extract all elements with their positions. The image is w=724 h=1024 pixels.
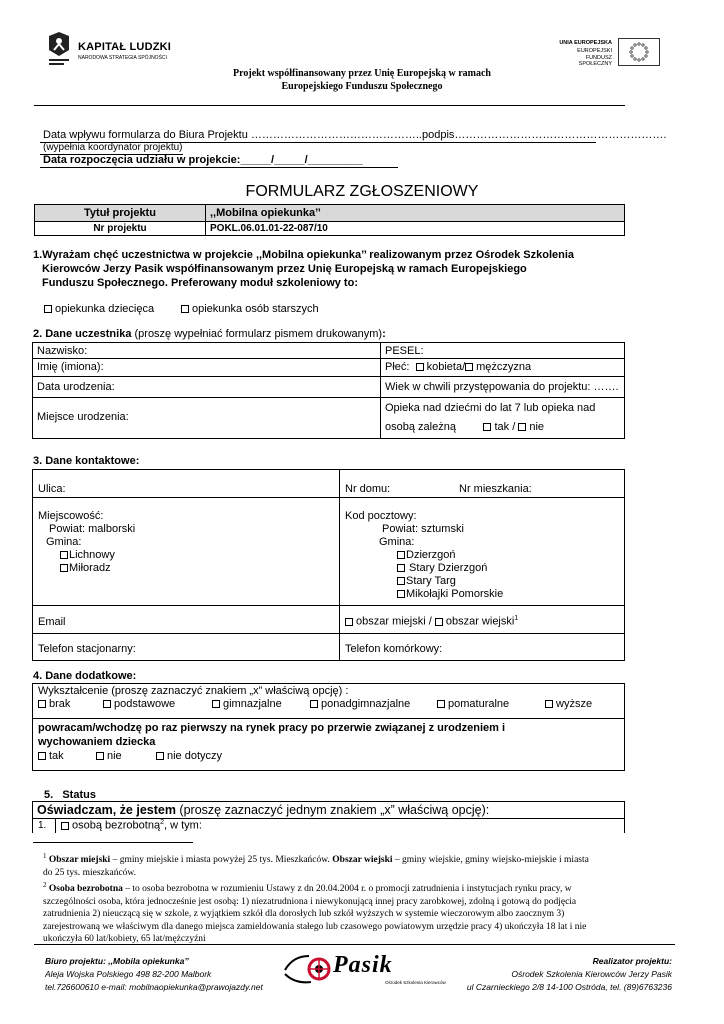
return-option-1[interactable] — [38, 750, 64, 762]
return-label-3: nie dotyczy — [167, 750, 223, 762]
unemployed-option[interactable] — [61, 819, 202, 832]
birth-date-field[interactable] — [32, 376, 381, 398]
edu-checkbox-4[interactable] — [310, 700, 318, 708]
return-checkbox-3[interactable] — [156, 752, 164, 760]
implementer-info — [452, 955, 672, 994]
edu-option-6[interactable] — [545, 698, 592, 710]
postal-code-label: Kod pocztowy: — [345, 510, 417, 522]
age-field[interactable] — [380, 376, 625, 398]
section2-heading — [33, 328, 386, 340]
rural-area-label: obszar wiejski — [445, 615, 515, 628]
return-label-2: nie — [107, 750, 122, 762]
commune-right-checkbox-3[interactable] — [397, 577, 405, 585]
eu-logo-line1: UNIA EUROPEJSKA — [559, 40, 612, 46]
project-office-label: Biuro projektu: ,,Mobila opiekunka’’ — [45, 956, 189, 966]
form-title: FORMULARZ ZGŁOSZENIOWY — [245, 183, 479, 200]
contact-row-divider-3 — [32, 633, 625, 634]
commune-left-label-1: Lichnowy — [69, 549, 115, 561]
edu-option-4[interactable] — [310, 698, 410, 710]
commune-right-option-3[interactable] — [397, 575, 456, 587]
edu-option-1[interactable] — [38, 698, 70, 710]
commune-right-label: Gmina: — [379, 536, 415, 548]
unemployed-label: osobą bezrobotną — [72, 819, 161, 832]
footnote-1 — [43, 850, 633, 946]
pasik-logo-text: Pasik — [333, 952, 393, 978]
edu-label-5: pomaturalne — [448, 698, 510, 710]
care-label-line1: Opieka nad dziećmi do lat 7 lub opieka nad — [385, 402, 596, 414]
commune-right-label-4: Mikołajki Pomorskie — [406, 588, 504, 600]
gender-male-label: mężczyzna — [476, 361, 532, 373]
footnote-1-term1: Obszar miejski — [48, 855, 111, 866]
apartment-number-label: Nr mieszkania: — [459, 483, 532, 495]
return-option-2[interactable] — [96, 750, 122, 762]
commune-left-label: Gmina: — [46, 536, 82, 548]
landline-label: Telefon stacjonarny: — [38, 643, 136, 655]
kapital-ludzki-title: KAPITAŁ LUDZKI — [78, 41, 172, 53]
footnote-1-term2: Obszar wiejski — [332, 855, 393, 866]
section1-line1: 1.Wyrażam chęć uczestnictwa w projekcie ,,Mobilna opiekunka’’ realizowanym przez Ośrodek Szkolenia — [33, 249, 575, 261]
footnote-2-marker: 2 — [43, 881, 47, 890]
status-declaration — [37, 803, 489, 817]
care-no-label: nie — [529, 421, 545, 433]
eu-flag-icon — [618, 38, 660, 66]
surname-label: Nazwisko: — [37, 345, 88, 357]
care-field[interactable] — [380, 397, 625, 439]
cofinance-line1: Projekt współfinansowany przez Unię Europejską w ramach — [233, 68, 491, 79]
implementer-label: Realizator projektu: — [592, 956, 672, 966]
commune-right-checkbox-4[interactable] — [397, 590, 405, 598]
module-elderly-checkbox[interactable] — [181, 305, 189, 313]
section2-heading-bold: 2. Dane uczestnika — [33, 328, 132, 340]
status-declaration-bold: Oświadczam, że jestem — [37, 803, 176, 817]
status-row-number: 1. — [38, 820, 47, 831]
commune-left-option-2[interactable] — [60, 562, 111, 574]
module-option-children[interactable] — [44, 303, 154, 315]
footnote-2-line2: szczególności osoba, która jednocześnie jest osobą: 1) niezatrudniona i niewykonującą innej pracy zarobkowej, zdolną i gotową do podjęcia — [43, 896, 577, 907]
return-to-work-line1: powracam/wchodzę po raz pierwszy na rynek pracy po przerwie związanej z urodzeniem i — [38, 722, 506, 734]
module-children-checkbox[interactable] — [44, 305, 52, 313]
mobile-label: Telefon komórkowy: — [345, 643, 443, 655]
care-line2 — [385, 418, 620, 437]
office-box — [40, 127, 667, 167]
status-declaration-note: (proszę zaznaczyć jednym znakiem „x” właściwą opcję): — [175, 803, 490, 817]
gender-female-checkbox[interactable] — [416, 363, 424, 371]
commune-right-option-2[interactable] — [397, 562, 487, 574]
commune-right-option-4[interactable] — [397, 588, 503, 600]
area-type-field[interactable] — [345, 615, 518, 628]
rural-area-checkbox[interactable] — [435, 618, 443, 626]
section4-heading: 4. Dane dodatkowe: — [33, 670, 137, 682]
eu-logo-line3: FUNDUSZ SPOŁECZNY — [578, 55, 612, 67]
section5-heading: 5. Status — [44, 789, 96, 801]
city-label: Miejscowość: — [38, 510, 104, 522]
pasik-logo-subtitle: Ośrodek Szkolenia Kierowców — [385, 980, 446, 985]
commune-right-checkbox-1[interactable] — [397, 551, 405, 559]
project-office-contact: tel.726600610 e-mail: mobilnaopiekunka@prawojazdy.net — [45, 982, 263, 992]
office-coordinator-note: (wypełnia koordynator projektu) — [43, 142, 183, 153]
edu-label-2: podstawowe — [114, 698, 176, 710]
edu-label-6: wyższe — [556, 698, 593, 710]
gender-female-label: kobieta/ — [426, 361, 466, 373]
footnote-1-text2: – gminy wiejskie, gminy wiejsko-miejskie i miasta — [392, 855, 589, 866]
module-option-elderly[interactable] — [181, 303, 319, 315]
footnote-1-line2: do 25 tys. mieszkańców. — [43, 867, 137, 878]
county-right-label: Powiat: sztumski — [382, 523, 464, 535]
unemployed-tail: , w tym: — [163, 819, 202, 832]
pasik-logo — [283, 950, 455, 990]
footnote-2-text: – to osoba bezrobotna w rozumieniu Ustawy z dn 20.04.2004 r. o promocji zatrudnienia i instytucjach rynku pracy, w — [122, 884, 572, 895]
project-office-info — [45, 955, 263, 994]
street-label: Ulica: — [38, 483, 66, 495]
footer-divider — [34, 944, 675, 945]
return-option-3[interactable] — [156, 750, 222, 762]
house-number-label: Nr domu: — [345, 483, 391, 495]
edu-option-2[interactable] — [103, 698, 175, 710]
footnote-2-line4: zarejestrowaną we właściwym dla danego miejsca zamieldowania stałego lub czasowego powiatowym urzędzie pracy 4) ukończyła 18 lat i nie — [43, 921, 587, 932]
section1-line2: Kierowców Jerzy Pasik współfinansowanym przez Unię Europejską w ramach Europejskiego — [42, 263, 527, 275]
unemployed-checkbox[interactable] — [61, 822, 69, 830]
project-office-address: Aleja Wojska Polskiego 498 82-200 Malbork — [45, 969, 212, 979]
unemployed-footnote-ref: 2 — [160, 819, 164, 826]
commune-left-label-2: Miłoradz — [69, 562, 111, 574]
kapital-ludzki-logo — [46, 28, 176, 72]
footnote-2-line1 — [43, 879, 633, 896]
birth-place-label: Miejsce urodzenia: — [37, 411, 129, 423]
gender-male-checkbox[interactable] — [465, 363, 473, 371]
education-label: Wykształcenie (proszę zaznaczyć znakiem „x” właściwą opcję) : — [38, 685, 349, 697]
edu-option-5[interactable] — [437, 698, 509, 710]
birth-place-field[interactable] — [32, 397, 381, 439]
header-divider — [34, 105, 625, 106]
eu-logo — [558, 38, 662, 66]
section2-heading-note: (proszę wypełniać formularz pismem drukowanym) — [131, 328, 383, 340]
footnote-1-line1 — [43, 850, 633, 867]
footnote-1-marker: 1 — [43, 852, 47, 860]
section2-heading-colon: : — [382, 328, 386, 340]
commune-left-option-1[interactable] — [60, 549, 115, 561]
edu-label-4: ponadgimnazjalne — [321, 698, 411, 710]
section1-line3: Funduszu Społecznego. Preferowany moduł szkoleniowy to: — [42, 277, 358, 289]
project-number-value: POKL.06.01.01-22-087/10 — [205, 221, 625, 236]
pesel-label: PESEL: — [385, 345, 424, 357]
project-title-value: ,,Mobilna opiekunka’’ — [205, 204, 625, 222]
module-elderly-label: opiekunka osób starszych — [192, 303, 319, 315]
first-name-field[interactable] — [32, 358, 381, 377]
edu-checkbox-3[interactable] — [212, 700, 220, 708]
implementer-address: ul Czarnieckiego 2/8 14-100 Ostróda, tel. (89)6763236 — [466, 982, 672, 992]
footnote-2-term: Osoba bezrobotna — [48, 884, 123, 895]
care-label-line2: osobą zależną — [385, 421, 456, 433]
return-checkbox-2[interactable] — [96, 752, 104, 760]
commune-left-checkbox-1[interactable] — [60, 551, 68, 559]
cofinance-line2: Europejskiego Funduszu Społecznego — [281, 81, 443, 92]
status-num-divider — [55, 818, 56, 833]
edu-checkbox-2[interactable] — [103, 700, 111, 708]
edu-checkbox-6[interactable] — [545, 700, 553, 708]
care-no-checkbox[interactable] — [518, 423, 526, 431]
project-number-label: Nr projektu — [34, 221, 206, 236]
office-start-underline — [40, 167, 398, 168]
project-title-label: Tytuł projektu — [34, 204, 206, 222]
pasik-wheel-icon — [283, 950, 331, 988]
gender-field[interactable] — [380, 358, 625, 377]
commune-right-option-1[interactable] — [397, 549, 456, 561]
edu-checkbox-1[interactable] — [38, 700, 46, 708]
additional-row-divider — [32, 718, 625, 719]
implementer-name: Ośrodek Szkolenia Kierowców Jerzy Pasik — [511, 969, 672, 979]
footnote-1-text1: – gminy miejskie i miasta powyżej 25 tys. Mieszkańców. — [110, 855, 333, 866]
section3-heading: 3. Dane kontaktowe: — [33, 455, 140, 467]
gender-label: Płeć: — [385, 361, 410, 373]
kapital-ludzki-subtitle: NARODOWA STRATEGIA SPÓJNOŚCI — [78, 55, 167, 61]
edu-option-3[interactable] — [212, 698, 282, 710]
email-label: Email — [38, 616, 66, 628]
commune-right-label-1: Dzierzgoń — [406, 549, 456, 561]
county-left-label: Powiat: malborski — [49, 523, 136, 535]
office-receipt-line: Data wpływu formularza do Biura Projektu ………………………………………..podpis…………………………………………………. — [43, 129, 667, 141]
footnote-separator — [33, 842, 193, 843]
return-label-1: tak — [49, 750, 64, 762]
care-yes-checkbox[interactable] — [483, 423, 491, 431]
pesel-field[interactable] — [380, 342, 625, 359]
urban-area-checkbox[interactable] — [345, 618, 353, 626]
eu-logo-line2: EUROPEJSKI — [577, 48, 612, 54]
urban-area-label: obszar miejski / — [356, 615, 432, 628]
contact-row-divider-2 — [32, 605, 625, 606]
commune-right-label-2: Stary Dzierzgoń — [406, 562, 488, 574]
first-name-label: Imię (imiona): — [37, 361, 104, 373]
edu-label-1: brak — [49, 698, 71, 710]
contact-row-divider-1 — [32, 497, 625, 498]
module-children-label: opiekunka dziecięca — [55, 303, 155, 315]
rural-area-footnote-ref: 1 — [514, 615, 519, 622]
footnote-2-line3: zatrudnienia 2) nieuczącą się w szkole, z wyjątkiem szkół dla dorosłych lub szkół wyższych w systemie wieczorowym albo zaocznym 3) — [43, 909, 565, 920]
participation-start-date: Data rozpoczęcia udziału w projekcie:_____/_____/_________ — [43, 154, 363, 166]
commune-left-checkbox-2[interactable] — [60, 564, 68, 572]
care-yes-label: tak / — [494, 421, 516, 433]
return-checkbox-1[interactable] — [38, 752, 46, 760]
age-label: Wiek w chwili przystępowania do projektu: ……. — [385, 381, 619, 393]
edu-label-3: gimnazjalne — [223, 698, 282, 710]
commune-right-label-3: Stary Targ — [406, 575, 456, 587]
kapital-ludzki-emblem-icon — [46, 30, 72, 68]
edu-checkbox-5[interactable] — [437, 700, 445, 708]
birth-date-label: Data urodzenia: — [37, 381, 115, 393]
surname-field[interactable] — [32, 342, 381, 359]
return-to-work-line2: wychowaniem dziecka — [38, 736, 156, 748]
commune-right-checkbox-2[interactable] — [397, 564, 405, 572]
footnote-2-line5: ukończyła 60 lat/kobiety, 65 lat/mężczyźni — [43, 934, 206, 945]
